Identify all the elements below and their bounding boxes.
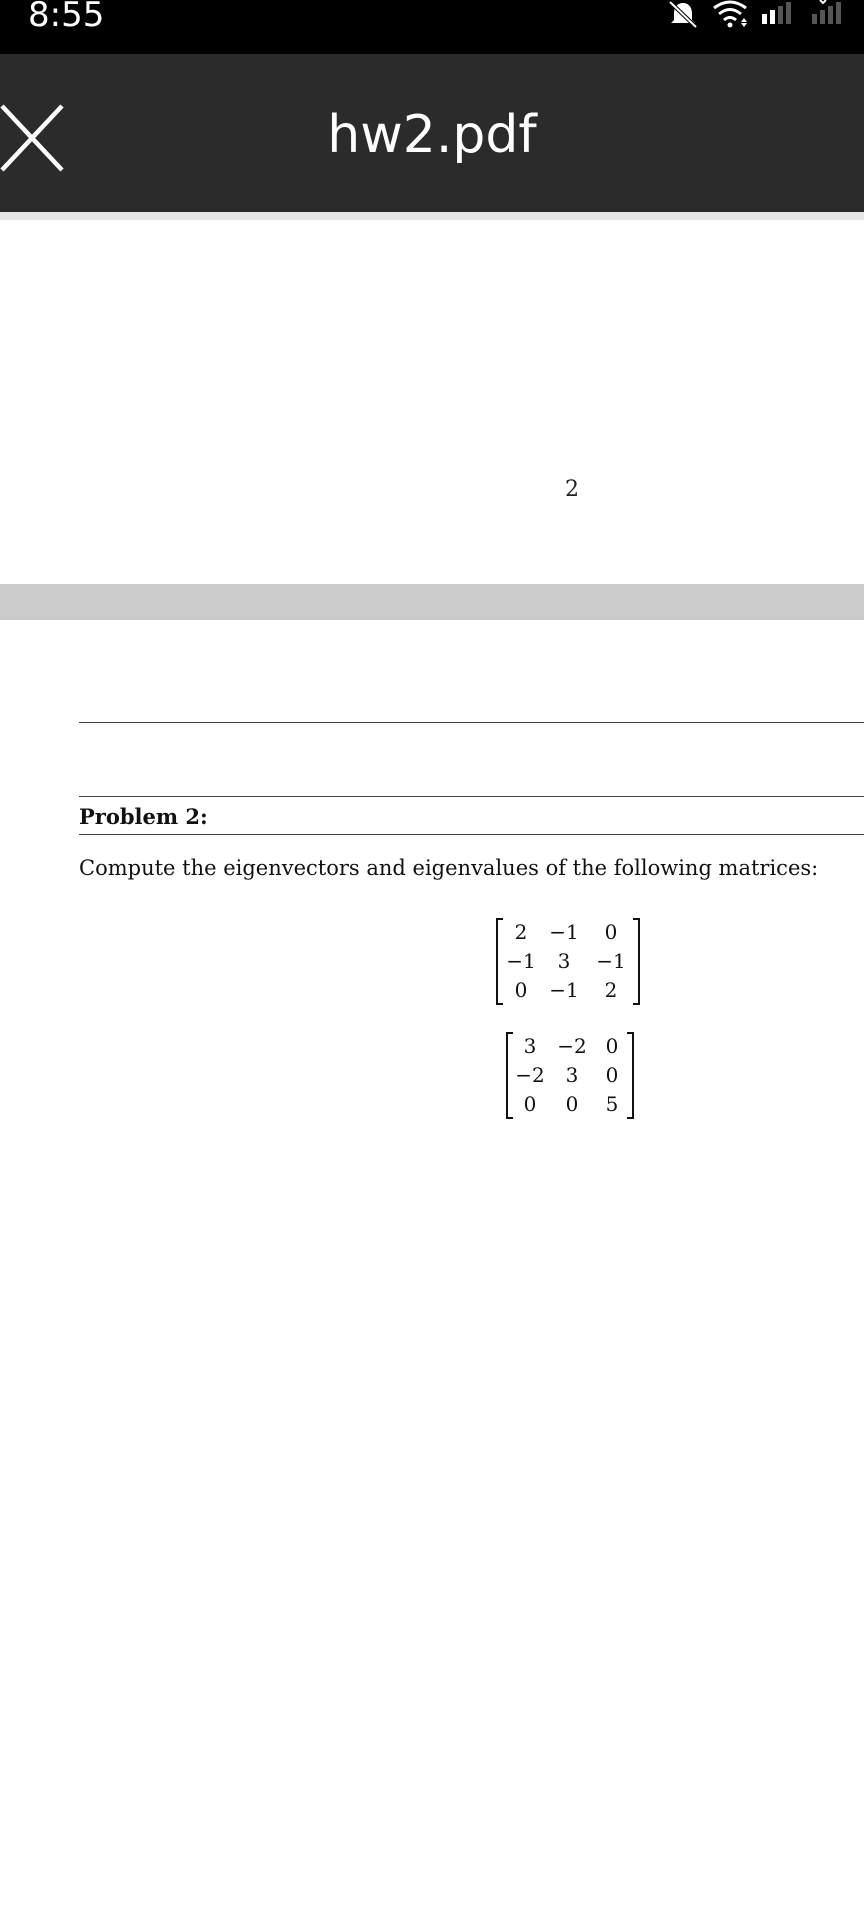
matrix-cell: 0 — [605, 1034, 619, 1058]
matrix-cell: −1 — [506, 949, 536, 973]
header-rule-middle — [79, 796, 864, 797]
app-bar — [0, 54, 864, 212]
header-rule-bottom — [79, 834, 864, 835]
matrix-right-bracket — [627, 1032, 634, 1119]
matrix-cell: −2 — [557, 1034, 587, 1058]
notifications-muted-icon — [666, 0, 700, 28]
matrix-2 — [506, 1032, 634, 1119]
matrix-cell: −1 — [596, 949, 626, 973]
matrix-cell: −2 — [515, 1063, 545, 1087]
matrix-cell: 0 — [605, 1063, 619, 1087]
matrix-cell: 0 — [523, 1092, 537, 1116]
matrix-1 — [496, 918, 640, 1005]
problem-text: Compute the eigenvectors and eigenvalues of the following matrices: — [79, 856, 819, 880]
status-time: 8:55 — [28, 0, 105, 35]
pdf-page-2[interactable] — [0, 620, 864, 1920]
page-separator — [0, 584, 864, 620]
matrix-cell: 0 — [514, 978, 528, 1002]
status-icons — [666, 0, 856, 28]
page-number: 2 — [565, 477, 579, 502]
app-bar-divider — [0, 212, 864, 220]
document-title: hw2.pdf — [327, 105, 537, 165]
matrix-left-bracket — [506, 1032, 513, 1119]
matrix-cell: −1 — [549, 978, 579, 1002]
signal-2-icon — [810, 0, 856, 28]
wifi-icon — [710, 0, 750, 28]
problem-title: Problem 2: — [79, 804, 208, 829]
matrix-cell: 3 — [523, 1034, 537, 1058]
pdf-page-1[interactable] — [0, 220, 864, 584]
matrix-cell: 5 — [605, 1092, 619, 1116]
matrix-left-bracket — [496, 918, 503, 1005]
matrix-cell: 0 — [604, 920, 618, 944]
matrix-cell: −1 — [549, 920, 579, 944]
matrix-cell: 3 — [557, 949, 571, 973]
matrix-cell: 3 — [565, 1063, 579, 1087]
matrix-grid — [503, 918, 633, 1005]
matrix-right-bracket — [633, 918, 640, 1005]
signal-icon — [760, 0, 800, 28]
status-bar — [0, 0, 864, 54]
matrix-grid — [513, 1032, 627, 1119]
matrix-cell: 2 — [514, 920, 528, 944]
matrix-cell: 2 — [604, 978, 618, 1002]
matrix-cell: 0 — [565, 1092, 579, 1116]
header-rule-top — [79, 722, 864, 723]
